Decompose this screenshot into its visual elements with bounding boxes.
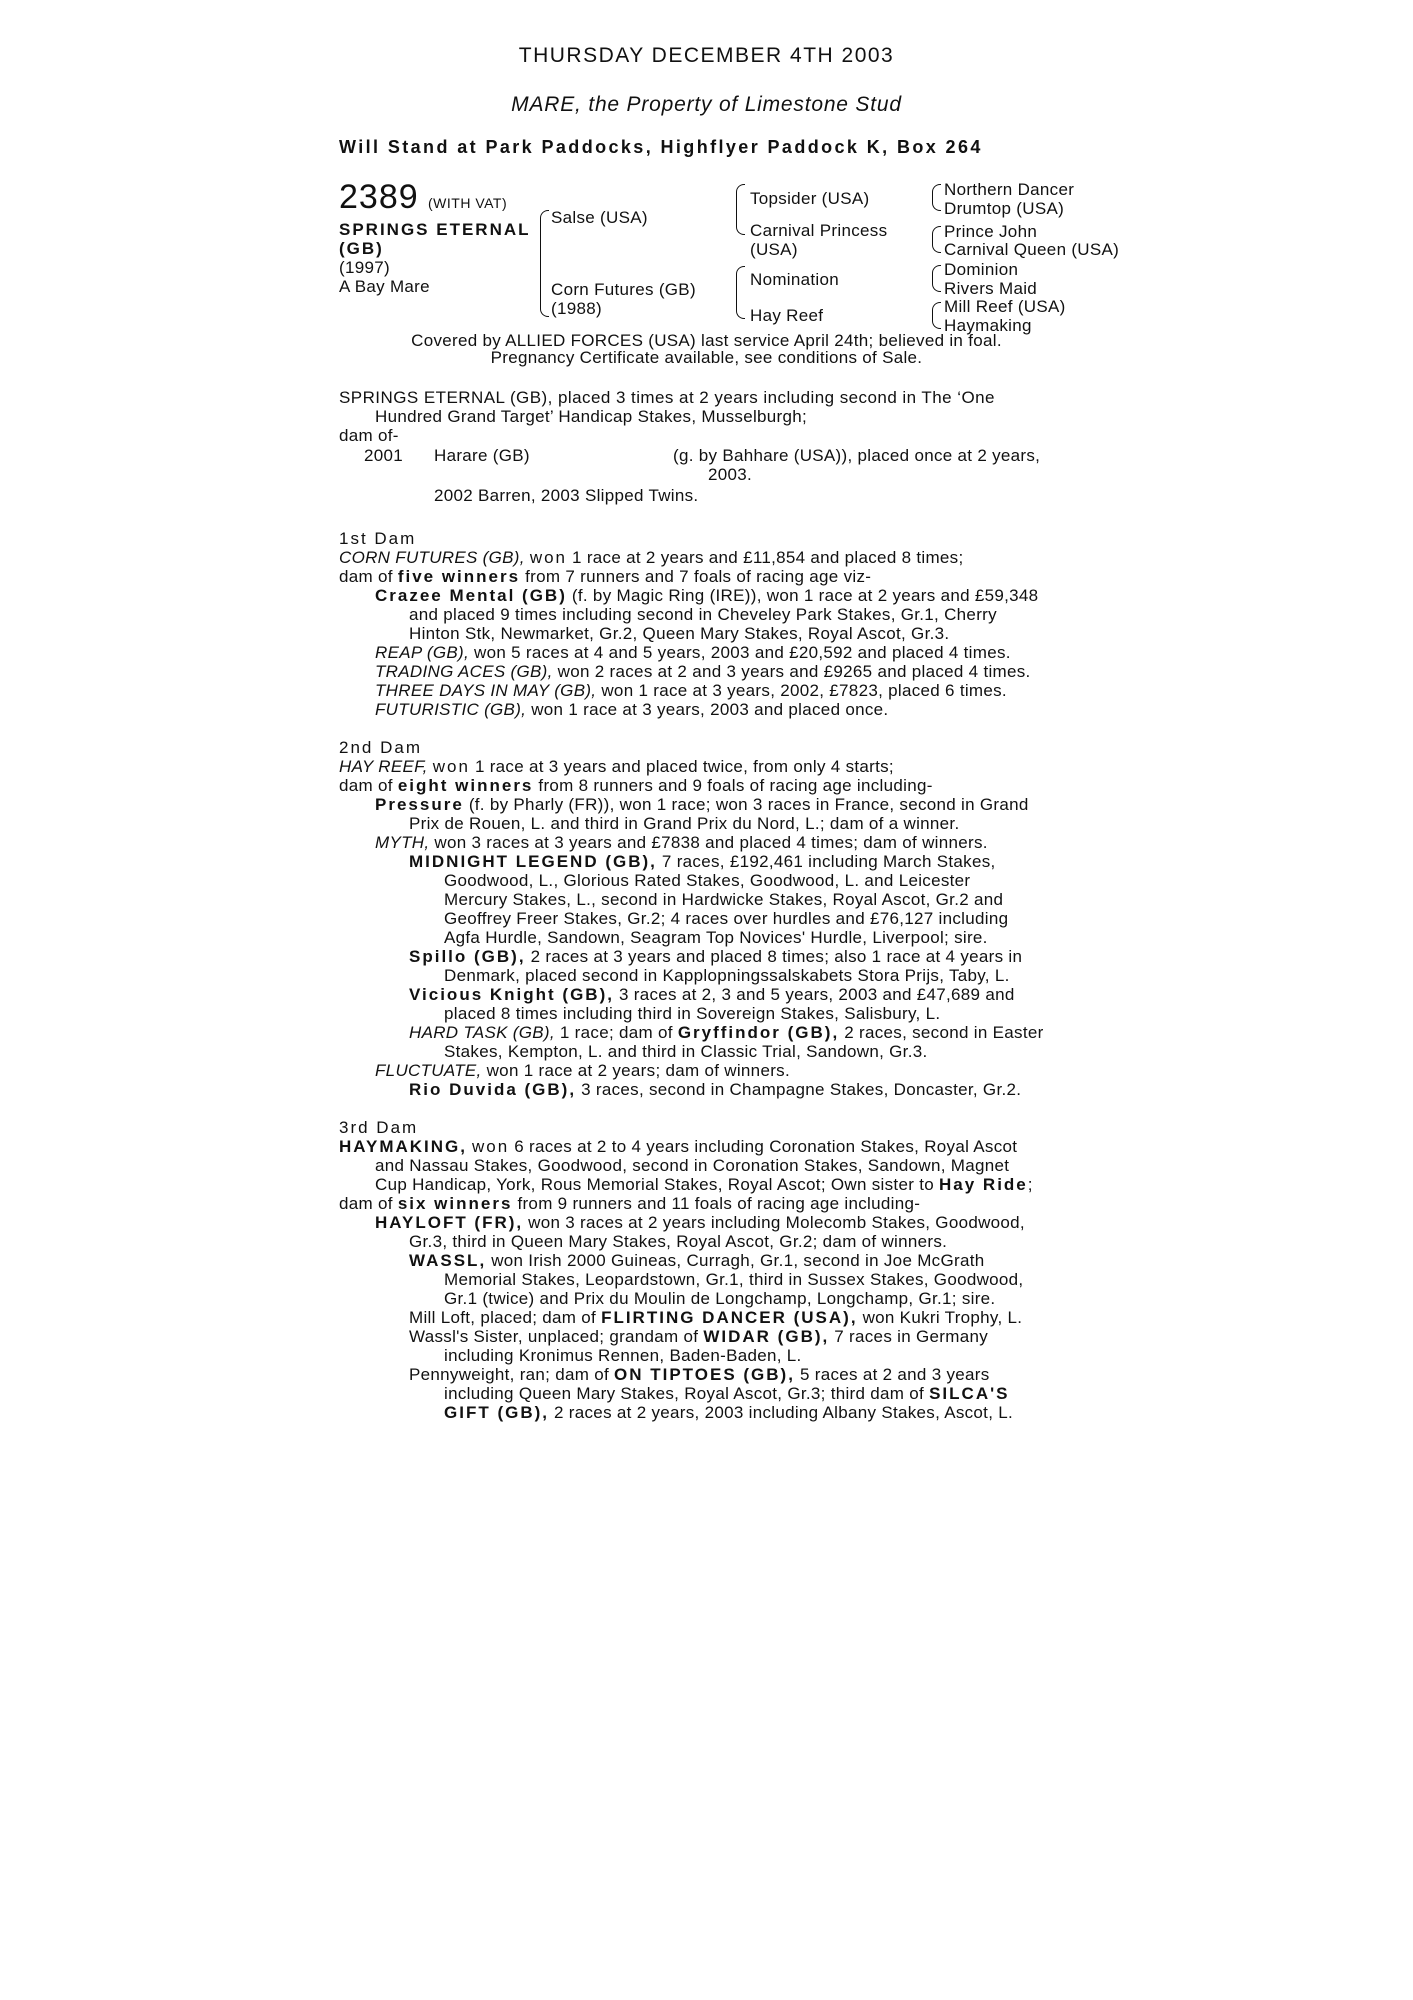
progeny-line: Mercury Stakes, L., second in Hardwicke Stakes, Royal Ascot, Gr.2 and bbox=[444, 890, 1004, 909]
progeny-detail: 3 races at 2, 3 and 5 years, 2003 and £47,689 and bbox=[619, 985, 1015, 1004]
section-heading: 3rd Dam bbox=[339, 1118, 419, 1137]
text: dam of bbox=[339, 567, 393, 586]
progeny-name: Rio Duvida (GB), bbox=[409, 1080, 577, 1099]
progeny-name: HARD TASK (GB), bbox=[409, 1023, 555, 1042]
horse-name: SPRINGS ETERNAL bbox=[339, 220, 531, 239]
covered-line: Covered by ALLIED FORCES (USA) last service April 24th; believed in foal. bbox=[411, 331, 1002, 350]
dam-name: HAYMAKING, bbox=[339, 1137, 467, 1156]
progeny-name: Spillo (GB), bbox=[409, 947, 526, 966]
progeny-name: Gryffindor (GB), bbox=[677, 1023, 840, 1042]
dam-detail: 6 races at 2 to 4 years including Coronation Stakes, Royal Ascot bbox=[514, 1137, 1018, 1156]
pedigree-dam-dam: Hay Reef bbox=[750, 306, 824, 325]
progeny-name: ON TIPTOES (GB), bbox=[614, 1365, 795, 1384]
progeny-name: GIFT (GB), bbox=[444, 1403, 549, 1422]
progeny-line bbox=[409, 1308, 1022, 1327]
produce-detail: (g. by Bahhare (USA)), placed once at 2 years, bbox=[673, 446, 1041, 465]
dam-detail: 1 race at 3 years and placed twice, from only 4 starts; bbox=[474, 757, 894, 776]
progeny-line bbox=[375, 643, 1011, 662]
pedigree-brace bbox=[736, 288, 745, 319]
dam-line bbox=[339, 1194, 920, 1213]
progeny-detail: 3 races, second in Champagne Stakes, Doncaster, Gr.2. bbox=[581, 1080, 1022, 1099]
pedigree-sire: Salse (USA) bbox=[551, 208, 648, 227]
progeny-line: Geoffrey Freer Stakes, Gr.2; 4 races over hurdles and £76,127 including bbox=[444, 909, 1009, 928]
progeny-line bbox=[409, 985, 1015, 1004]
lot-number: 2389 bbox=[339, 178, 419, 216]
progeny-name: WIDAR (GB), bbox=[703, 1327, 830, 1346]
horse-country: (GB) bbox=[339, 239, 384, 258]
winners-count: six winners bbox=[397, 1194, 513, 1213]
progeny-detail: 2 races at 2 years, 2003 including Albany Stakes, Ascot, L. bbox=[554, 1403, 1014, 1422]
dam-detail: 1 race at 2 years and £11,854 and placed 8 times; bbox=[572, 548, 964, 567]
progeny-name: Crazee Mental (GB) bbox=[375, 586, 567, 605]
pedigree-sdd: Carnival Queen (USA) bbox=[944, 240, 1120, 259]
progeny-name: MYTH, bbox=[375, 833, 430, 852]
progeny-detail: won 1 race at 3 years, 2003 and placed once. bbox=[531, 700, 889, 719]
progeny-name: SILCA'S bbox=[929, 1384, 1010, 1403]
won-spaced: won bbox=[432, 757, 470, 776]
text: ; bbox=[1027, 1175, 1033, 1194]
property-line: MARE, the Property of Limestone Stud bbox=[511, 93, 902, 116]
pedigree-sire-dam: Carnival Princess bbox=[750, 221, 888, 240]
text: dam of bbox=[339, 1194, 393, 1213]
text: Pennyweight, ran; dam of bbox=[409, 1365, 609, 1384]
summary-line: Hundred Grand Target’ Handicap Stakes, Musselburgh; bbox=[375, 407, 808, 426]
dam-line: and Nassau Stakes, Goodwood, second in Coronation Stakes, Sandown, Magnet bbox=[375, 1156, 1010, 1175]
progeny-line bbox=[409, 1080, 1021, 1099]
progeny-name: THREE DAYS IN MAY (GB), bbox=[375, 681, 597, 700]
progeny-name: REAP (GB), bbox=[375, 643, 469, 662]
dam-line bbox=[339, 567, 871, 586]
progeny-name: FLIRTING DANCER (USA), bbox=[601, 1308, 858, 1327]
barren-note: 2002 Barren, 2003 Slipped Twins. bbox=[434, 486, 699, 505]
progeny-detail: (f. by Magic Ring (IRE)), won 1 race at 2 years and £59,348 bbox=[571, 586, 1039, 605]
pedigree-brace bbox=[736, 266, 745, 289]
progeny-line bbox=[375, 833, 988, 852]
pedigree-brace bbox=[932, 238, 941, 253]
pedigree-sss: Northern Dancer bbox=[944, 180, 1075, 199]
won-spaced: won bbox=[472, 1137, 510, 1156]
progeny-line: Memorial Stakes, Leopardstown, Gr.1, third in Sussex Stakes, Goodwood, bbox=[444, 1270, 1024, 1289]
dam-line bbox=[339, 757, 894, 776]
progeny-name: MIDNIGHT LEGEND (GB), bbox=[409, 852, 657, 871]
winners-count: eight winners bbox=[397, 776, 534, 795]
dam-line bbox=[375, 1175, 1033, 1194]
progeny-detail: won 2 races at 2 and 3 years and £9265 and placed 4 times. bbox=[557, 662, 1031, 681]
progeny-line bbox=[375, 1061, 790, 1080]
progeny-line: and placed 9 times including second in Cheveley Park Stakes, Gr.1, Cherry bbox=[409, 605, 997, 624]
progeny-line: Prix de Rouen, L. and third in Grand Prix du Nord, L.; dam of a winner. bbox=[409, 814, 960, 833]
progeny-line bbox=[409, 1023, 1044, 1042]
dam-name: CORN FUTURES (GB), bbox=[339, 548, 525, 567]
section-heading: 2nd Dam bbox=[339, 738, 422, 757]
progeny-line bbox=[375, 795, 1029, 814]
text: including Queen Mary Stakes, Royal Ascot, Gr.3; third dam of bbox=[444, 1384, 925, 1403]
progeny-line: including Kronimus Rennen, Baden-Baden, L. bbox=[444, 1346, 802, 1365]
progeny-line bbox=[409, 852, 996, 871]
progeny-line: Agfa Hurdle, Sandown, Seagram Top Novices' Hurdle, Liverpool; sire. bbox=[444, 928, 988, 947]
progeny-line bbox=[375, 700, 888, 719]
pedigree-brace bbox=[932, 196, 941, 211]
progeny-name: WASSL, bbox=[409, 1251, 487, 1270]
text: dam of bbox=[339, 776, 393, 795]
progeny-line bbox=[375, 1213, 1025, 1232]
progeny-line bbox=[375, 662, 1031, 681]
dam-name: HAY REEF, bbox=[339, 757, 428, 776]
pedigree-brace bbox=[736, 184, 745, 207]
progeny-line: Hinton Stk, Newmarket, Gr.2, Queen Mary Stakes, Royal Ascot, Gr.3. bbox=[409, 624, 950, 643]
progeny-line: Stakes, Kempton, L. and third in Classic Trial, Sandown, Gr.3. bbox=[444, 1042, 928, 1061]
produce-name: Harare (GB) bbox=[434, 446, 530, 465]
pedigree-sire-dam-country: (USA) bbox=[750, 240, 798, 259]
progeny-detail: won 1 race at 2 years; dam of winners. bbox=[486, 1061, 790, 1080]
horse-year: (1997) bbox=[339, 258, 390, 277]
dam-line bbox=[339, 1137, 1017, 1156]
progeny-line bbox=[375, 586, 1038, 605]
progeny-detail: won 5 races at 4 and 5 years, 2003 and £20,592 and placed 4 times. bbox=[474, 643, 1011, 662]
sale-date: THURSDAY DECEMBER 4TH 2003 bbox=[518, 44, 895, 67]
text: Cup Handicap, York, Rous Memorial Stakes, Royal Ascot; Own sister to bbox=[375, 1175, 934, 1194]
progeny-line: Denmark, placed second in Kapplopningssalskabets Stora Prijs, Taby, L. bbox=[444, 966, 1010, 985]
text: from 9 runners and 11 foals of racing age including- bbox=[517, 1194, 921, 1213]
pedigree-brace bbox=[540, 210, 549, 247]
progeny-detail: 5 races at 2 and 3 years bbox=[799, 1365, 990, 1384]
progeny-detail: won Irish 2000 Guineas, Curragh, Gr.1, second in Joe McGrath bbox=[491, 1251, 985, 1270]
dam-line bbox=[339, 776, 933, 795]
produce-year: 2001 bbox=[364, 446, 404, 465]
progeny-line: Gr.1 (twice) and Prix du Moulin de Longchamp, Longchamp, Gr.1; sire. bbox=[444, 1289, 996, 1308]
progeny-detail: won 3 races at 3 years and £7838 and placed 4 times; dam of winners. bbox=[434, 833, 988, 852]
progeny-name: FUTURISTIC (GB), bbox=[375, 700, 527, 719]
pedigree-dam-sire: Nomination bbox=[750, 270, 839, 289]
progeny-detail: 7 races, £192,461 including March Stakes, bbox=[661, 852, 996, 871]
winners-count: five winners bbox=[397, 567, 521, 586]
text: 1 race; dam of bbox=[559, 1023, 673, 1042]
progeny-line bbox=[409, 1365, 990, 1384]
progeny-line: placed 8 times including third in Sovereign Stakes, Salisbury, L. bbox=[444, 1004, 941, 1023]
progeny-name: TRADING ACES (GB), bbox=[375, 662, 553, 681]
pedigree-ssd: Drumtop (USA) bbox=[944, 199, 1065, 218]
pregnancy-line: Pregnancy Certificate available, see conditions of Sale. bbox=[490, 348, 923, 367]
progeny-line bbox=[375, 681, 1007, 700]
progeny-detail: 2 races at 3 years and placed 8 times; also 1 race at 4 years in bbox=[530, 947, 1023, 966]
progeny-line bbox=[409, 947, 1022, 966]
text: from 7 runners and 7 foals of racing age viz- bbox=[525, 567, 872, 586]
summary-line: SPRINGS ETERNAL (GB), placed 3 times at 2 years including second in The ‘One bbox=[339, 388, 995, 407]
progeny-detail: won 3 races at 2 years including Molecomb Stakes, Goodwood, bbox=[528, 1213, 1025, 1232]
pedigree-dam-year: (1988) bbox=[551, 299, 602, 318]
progeny-detail: 7 races in Germany bbox=[834, 1327, 989, 1346]
progeny-name: HAYLOFT (FR), bbox=[375, 1213, 524, 1232]
stand-location: Will Stand at Park Paddocks, Highflyer Paddock K, Box 264 bbox=[339, 137, 983, 157]
progeny-detail: 2 races, second in Easter bbox=[844, 1023, 1044, 1042]
produce-detail: 2003. bbox=[708, 465, 753, 484]
progeny-line bbox=[409, 1251, 985, 1270]
progeny-name: Pressure bbox=[375, 795, 464, 814]
pedigree-dam: Corn Futures (GB) bbox=[551, 280, 696, 299]
text: Wassl's Sister, unplaced; grandam of bbox=[409, 1327, 699, 1346]
progeny-name: Vicious Knight (GB), bbox=[409, 985, 614, 1004]
progeny-line bbox=[444, 1403, 1013, 1422]
pedigree-brace bbox=[932, 277, 941, 292]
progeny-line: Goodwood, L., Glorious Rated Stakes, Goodwood, L. and Leicester bbox=[444, 871, 971, 890]
progeny-line: Gr.3, third in Queen Mary Stakes, Royal Ascot, Gr.2; dam of winners. bbox=[409, 1232, 948, 1251]
pedigree-brace bbox=[736, 206, 745, 235]
pedigree-dds: Mill Reef (USA) bbox=[944, 297, 1066, 316]
progeny-detail: won 1 race at 3 years, 2002, £7823, placed 6 times. bbox=[601, 681, 1007, 700]
dam-line bbox=[339, 548, 964, 567]
covered-note bbox=[0, 332, 1413, 366]
pedigree-brace bbox=[932, 314, 941, 329]
progeny-detail: won Kukri Trophy, L. bbox=[862, 1308, 1023, 1327]
pedigree-ddd: Haymaking bbox=[944, 316, 1032, 335]
pedigree-sds: Prince John bbox=[944, 222, 1038, 241]
relative-name: Hay Ride bbox=[939, 1175, 1028, 1194]
progeny-detail: (f. by Pharly (FR)), won 1 race; won 3 races in France, second in Grand bbox=[468, 795, 1029, 814]
pedigree-brace bbox=[540, 246, 549, 317]
dam-of-label: dam of- bbox=[339, 426, 399, 445]
text: from 8 runners and 9 foals of racing age including- bbox=[538, 776, 933, 795]
text: Mill Loft, placed; dam of bbox=[409, 1308, 597, 1327]
pedigree-sire-sire: Topsider (USA) bbox=[750, 189, 870, 208]
pedigree-dsd: Rivers Maid bbox=[944, 279, 1038, 298]
pedigree-dss: Dominion bbox=[944, 260, 1019, 279]
progeny-line bbox=[409, 1327, 988, 1346]
won-spaced: won bbox=[529, 548, 568, 567]
progeny-line bbox=[444, 1384, 1009, 1403]
vat-note: (WITH VAT) bbox=[428, 195, 508, 211]
progeny-name: FLUCTUATE, bbox=[375, 1061, 482, 1080]
horse-description: A Bay Mare bbox=[339, 277, 430, 296]
section-heading: 1st Dam bbox=[339, 529, 417, 548]
